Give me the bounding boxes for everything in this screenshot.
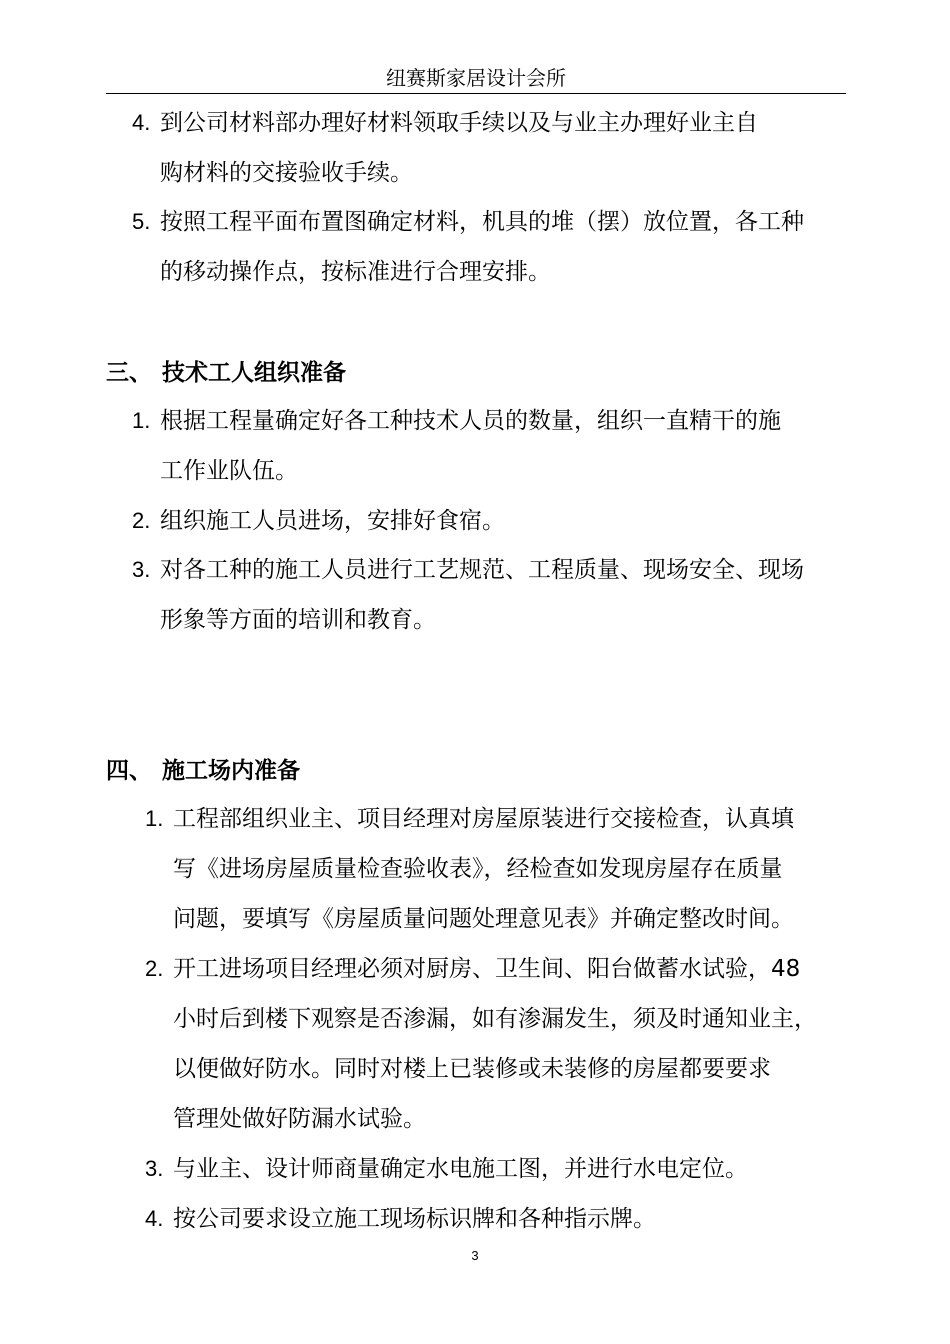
list-number: 5. <box>132 209 151 234</box>
list-item-line: 问题，要填写《房屋质量问题处理意见表》并确定整改时间。 <box>173 906 794 932</box>
list-number: 2. <box>132 508 151 533</box>
list-item-line: 开工进场项目经理必须对厨房、卫生间、阳台做蓄水试验，48 <box>173 956 801 982</box>
list-item-line: 组织施工人员进场，安排好食宿。 <box>160 508 505 534</box>
list-number: 2. <box>145 956 164 981</box>
list-item-line: 管理处做好防漏水试验。 <box>173 1106 426 1132</box>
list-number: 1. <box>145 806 164 831</box>
list-item-line: 按照工程平面布置图确定材料，机具的堆（摆）放位置，各工种 <box>160 209 804 235</box>
list-item-line: 按公司要求设立施工现场标识牌和各种指示牌。 <box>173 1206 656 1232</box>
section-number: 三、 <box>106 360 152 386</box>
list-item-line: 工程部组织业主、项目经理对房屋原装进行交接检查，认真填 <box>173 806 794 832</box>
list-number: 3. <box>145 1156 164 1181</box>
section-number: 四、 <box>106 758 152 784</box>
list-number: 4. <box>132 110 151 135</box>
list-item-line: 写《进场房屋质量检查验收表》，经检查如发现房屋存在质量 <box>173 856 783 882</box>
list-item-line: 购材料的交接验收手续。 <box>160 160 413 186</box>
page-number: 3 <box>471 1248 479 1263</box>
section-heading: 施工场内准备 <box>162 758 300 784</box>
list-item-line: 与业主、设计师商量确定水电施工图，并进行水电定位。 <box>173 1156 748 1182</box>
list-number: 4. <box>145 1206 164 1231</box>
list-item-line: 形象等方面的培训和教育。 <box>160 607 436 633</box>
list-item-line: 工作业队伍。 <box>160 458 298 484</box>
list-item-line: 的移动操作点，按标准进行合理安排。 <box>160 259 551 285</box>
list-item-line: 到公司材料部办理好材料领取手续以及与业主办理好业主自 <box>160 110 758 136</box>
list-item-line: 根据工程量确定好各工种技术人员的数量，组织一直精干的施 <box>160 408 781 434</box>
list-number: 3. <box>132 557 151 582</box>
list-item-line: 小时后到楼下观察是否渗漏，如有渗漏发生，须及时通知业主， <box>173 1006 817 1032</box>
page-header: 纽赛斯家居设计会所 <box>386 66 566 90</box>
list-item-line: 以便做好防水。同时对楼上已装修或未装修的房屋都要要求 <box>173 1056 771 1082</box>
section-heading: 技术工人组织准备 <box>162 360 346 386</box>
list-item-line: 对各工种的施工人员进行工艺规范、工程质量、现场安全、现场 <box>160 557 804 583</box>
header-rule <box>106 93 846 94</box>
list-number: 1. <box>132 408 151 433</box>
